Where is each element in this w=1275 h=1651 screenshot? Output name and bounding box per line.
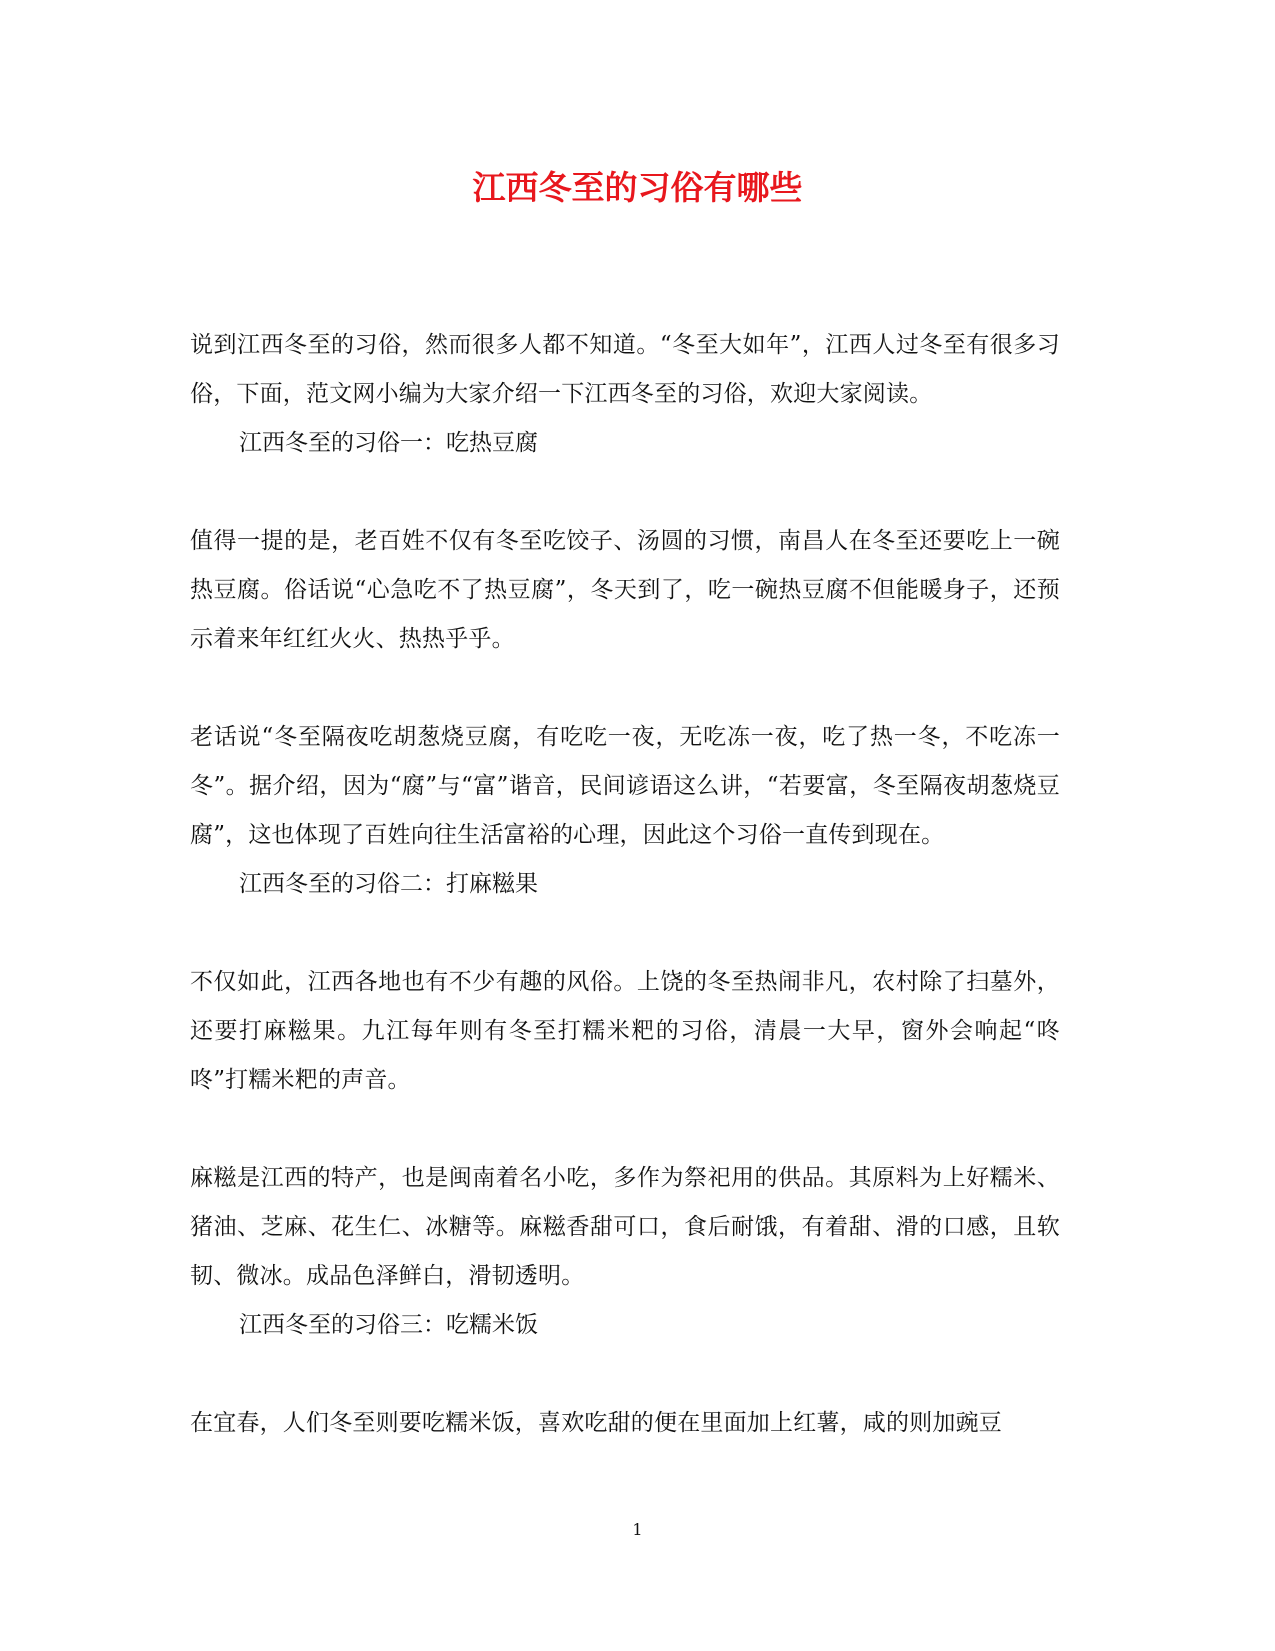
body-paragraph: 麻糍是江西的特产，也是闽南着名小吃，多作为祭祀用的供品。其原料为上好糯米、猪油、芝麻、花生仁、冰糖等。麻糍香甜可口，食后耐饿，有着甜、滑的口感，且软韧、微冰。成品色泽鲜白，滑韧透明。: [190, 1165, 1060, 1289]
page-number: 1: [632, 1520, 643, 1539]
intro-paragraph: 说到江西冬至的习俗，然而很多人都不知道。“冬至大如年”，江西人过冬至有很多习俗，下面，范文网小编为大家介绍一下江西冬至的习俗，欢迎大家阅读。: [190, 332, 1060, 407]
section-heading-2: 江西冬至的习俗二：打麻糍果: [239, 871, 538, 897]
section-heading-1: 江西冬至的习俗一：吃热豆腐: [239, 430, 538, 456]
body-paragraph: 值得一提的是，老百姓不仅有冬至吃饺子、汤圆的习惯，南昌人在冬至还要吃上一碗热豆腐。俗话说“心急吃不了热豆腐”，冬天到了，吃一碗热豆腐不但能暖身子，还预示着来年红红火火、热热乎乎。: [190, 528, 1060, 652]
document-title: 江西冬至的习俗有哪些: [472, 168, 803, 207]
body-paragraph: 不仅如此，江西各地也有不少有趣的风俗。上饶的冬至热闹非凡，农村除了扫墓外，还要打麻糍果。九江每年则有冬至打糯米粑的习俗，清晨一大早，窗外会响起“咚咚”打糯米粑的声音。: [190, 969, 1060, 1093]
section-heading-3: 江西冬至的习俗三：吃糯米饭: [239, 1312, 538, 1338]
document-body: [190, 321, 1060, 1448]
body-paragraph: 老话说“冬至隔夜吃胡葱烧豆腐，有吃吃一夜，无吃冻一夜，吃了热一冬，不吃冻一冬”。据介绍，因为“腐”与“富”谐音，民间谚语这么讲，“若要富，冬至隔夜胡葱烧豆腐”，这也体现了百姓向往生活富裕的心理，因此这个习俗一直传到现在。: [190, 724, 1060, 848]
body-paragraph: 在宜春，人们冬至则要吃糯米饭，喜欢吃甜的便在里面加上红薯，咸的则加豌豆: [190, 1410, 1002, 1436]
